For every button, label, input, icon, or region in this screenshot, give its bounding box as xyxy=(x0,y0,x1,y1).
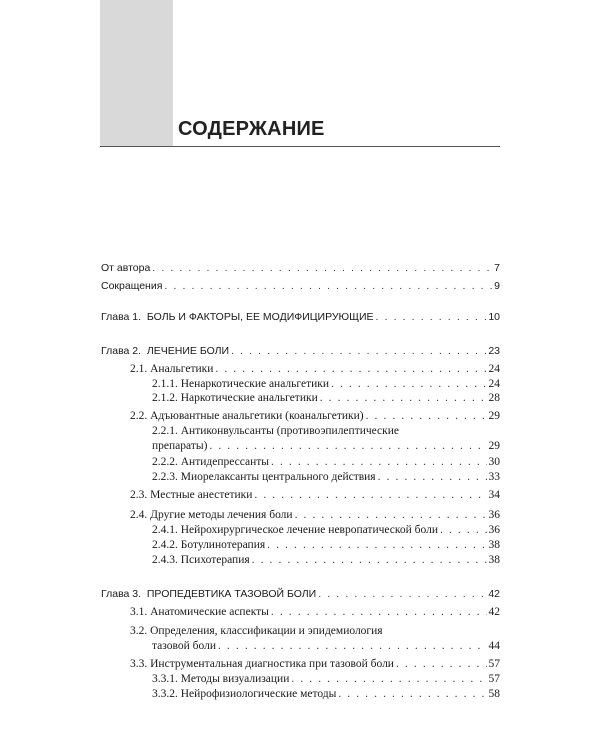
toc-entry-label: 2.2.2. Антидепрессанты xyxy=(152,456,269,468)
toc-entry-page: 24 xyxy=(488,378,500,390)
toc-entry[interactable] xyxy=(130,362,500,376)
toc-entry-page: 58 xyxy=(488,688,500,700)
toc-entry-label: тазовой боли xyxy=(152,640,216,652)
toc-chapter[interactable] xyxy=(101,587,500,601)
toc-entry-page: 36 xyxy=(488,524,500,536)
toc-entry-page: 23 xyxy=(488,345,500,357)
leader-dots xyxy=(252,553,487,567)
toc-entry[interactable] xyxy=(152,470,500,484)
toc-entry-label: Глава 1. БОЛЬ И ФАКТОРЫ, ЕЕ МОДИФИЦИРУЮЩИЕ xyxy=(101,311,374,323)
toc-entry-page: 36 xyxy=(488,509,500,521)
toc-entry-page: 42 xyxy=(488,588,500,600)
toc-entry-page: 24 xyxy=(488,363,500,375)
toc-entry-label: 2.3. Местные анестетики xyxy=(130,489,253,501)
toc-entry-page: 57 xyxy=(488,673,500,685)
leader-dots xyxy=(318,587,486,601)
toc-entry-label: 2.2.1. Антиконвульсанты (противоэпилептические xyxy=(152,425,399,437)
toc-entry-label: препараты) xyxy=(152,440,208,452)
leader-dots xyxy=(396,657,487,671)
toc-entry[interactable] xyxy=(130,605,500,619)
leader-dots xyxy=(440,523,486,537)
toc-entry[interactable] xyxy=(130,657,500,671)
toc-entry-page: 44 xyxy=(488,640,500,652)
toc-entry[interactable] xyxy=(152,639,500,653)
toc-entry-label: 2.2. Адъювантные анальгетики (коанальгетики) xyxy=(130,410,364,422)
toc-entry-label: 3.2. Определения, классификации и эпидемиология xyxy=(130,625,383,637)
leader-dots xyxy=(218,639,487,653)
toc-entry[interactable] xyxy=(152,553,500,567)
toc-entry-label: 2.2.3. Миорелаксанты центрального действия xyxy=(152,471,376,483)
leader-dots xyxy=(231,344,486,358)
toc-entry-label: 2.1.1. Ненаркотические анальгетики xyxy=(152,378,329,390)
toc-entry-label: Глава 2. ЛЕЧЕНИЕ БОЛИ xyxy=(101,345,230,357)
toc-entry-page: 29 xyxy=(488,440,500,452)
toc-entry-label: 3.1. Анатомические аспекты xyxy=(130,606,269,618)
leader-dots xyxy=(164,279,492,293)
toc-entry-page: 9 xyxy=(494,280,500,292)
toc-entry[interactable] xyxy=(130,508,500,522)
toc-entry-page: 7 xyxy=(494,262,500,274)
toc-entry[interactable] xyxy=(152,377,500,391)
toc-entry[interactable] xyxy=(101,279,500,293)
toc-entry-page: 57 xyxy=(488,658,500,670)
toc-entry-label: Глава 3. ПРОПЕДЕВТИКА ТАЗОВОЙ БОЛИ xyxy=(101,588,317,600)
toc-entry[interactable] xyxy=(152,672,500,686)
toc-entry[interactable] xyxy=(152,523,500,537)
toc-entry-page: 29 xyxy=(488,410,500,422)
page-title: СОДЕРЖАНИЕ xyxy=(178,118,325,140)
toc-entry-label: 2.4.2. Ботулинотерапия xyxy=(152,539,266,551)
toc-entry-label: 2.1. Анальгетики xyxy=(130,363,214,375)
toc-entry-label: 2.4.1. Нейрохирургическое лечение невропатической боли xyxy=(152,524,439,536)
leader-dots xyxy=(152,261,492,275)
toc-entry-label: 2.4. Другие методы лечения боли xyxy=(130,509,293,521)
toc-entry[interactable] xyxy=(130,488,500,502)
toc-entry[interactable] xyxy=(152,424,500,438)
leader-dots xyxy=(295,508,487,522)
toc-entry[interactable] xyxy=(152,538,500,552)
toc-entry-label: 2.1.2. Наркотические анальгетики xyxy=(152,392,318,404)
toc-entry[interactable] xyxy=(152,455,500,469)
toc-entry[interactable] xyxy=(152,439,500,453)
leader-dots xyxy=(271,455,487,469)
toc-entry-page: 42 xyxy=(488,606,500,618)
toc-entry[interactable] xyxy=(152,391,500,405)
leader-dots xyxy=(267,538,486,552)
toc-chapter[interactable] xyxy=(101,344,500,358)
leader-dots xyxy=(376,310,487,324)
toc-entry-page: 38 xyxy=(488,554,500,566)
toc-entry-page: 33 xyxy=(488,471,500,483)
leader-dots xyxy=(271,605,487,619)
toc-entry-label: 3.3.2. Нейрофизиологические методы xyxy=(152,688,337,700)
toc-entry[interactable] xyxy=(101,261,500,275)
toc-entry-label: 2.4.3. Психотерапия xyxy=(152,554,250,566)
toc-chapter[interactable] xyxy=(101,310,500,324)
toc-entry-page: 38 xyxy=(488,539,500,551)
leader-dots xyxy=(366,409,487,423)
toc-entry-label: От автора xyxy=(101,262,151,274)
leader-dots xyxy=(291,672,486,686)
toc-entry-label: Сокращения xyxy=(101,280,163,292)
toc-entry-page: 10 xyxy=(488,311,500,323)
toc-entry-label: 3.3. Инструментальная диагностика при тазовой боли xyxy=(130,658,394,670)
leader-dots xyxy=(215,362,486,376)
leader-dots xyxy=(320,391,487,405)
toc-entry[interactable] xyxy=(152,687,500,701)
toc-entry-page: 30 xyxy=(488,456,500,468)
toc-entry-page: 28 xyxy=(488,392,500,404)
leader-dots xyxy=(331,377,487,391)
leader-dots xyxy=(254,488,486,502)
toc-entry[interactable] xyxy=(130,409,500,423)
toc-entry-label: 3.3.1. Методы визуализации xyxy=(152,673,290,685)
toc-entry-page: 34 xyxy=(488,489,500,501)
leader-dots xyxy=(209,439,486,453)
toc-entry[interactable] xyxy=(130,624,500,638)
leader-dots xyxy=(378,470,487,484)
leader-dots xyxy=(338,687,486,701)
